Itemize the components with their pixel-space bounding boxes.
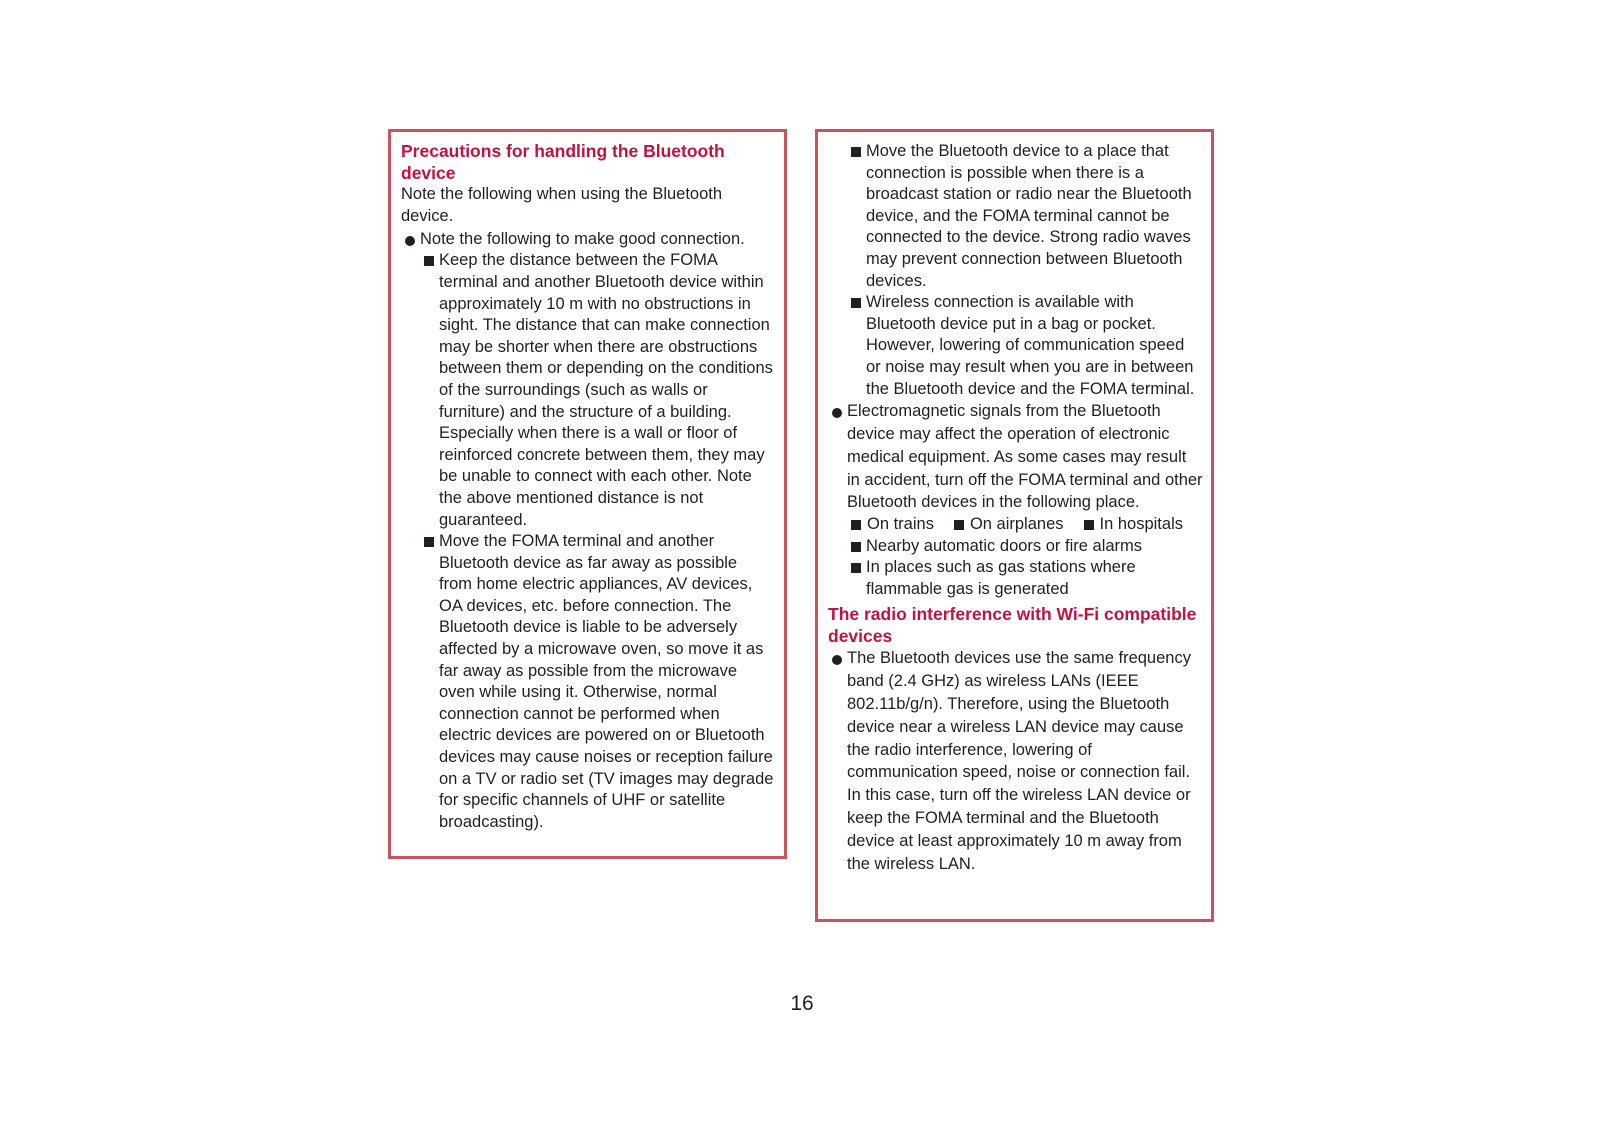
sub-item-text: Move the Bluetooth device to a place that connection is possible when there is a broadcast station or radio near the Bluetooth device, and the FOMA terminal cannot be connected to the device. Strong radio waves may prevent connection between Bluetooth devices. [866, 142, 1192, 290]
bullet-item [828, 400, 1203, 514]
square-bullet-icon [1084, 520, 1094, 530]
place-item [851, 514, 934, 536]
place-item [1084, 514, 1183, 536]
place-text: On trains [867, 515, 934, 534]
page-number: 16 [790, 992, 814, 1015]
sub-item [401, 531, 774, 833]
sub-item [828, 292, 1203, 400]
square-bullet-icon [851, 542, 861, 552]
square-bullet-icon [424, 537, 434, 547]
square-bullet-icon [851, 563, 861, 573]
intro-text: Note the following when using the Bluetooth device. [401, 185, 723, 225]
sub-item-text: Move the FOMA terminal and another Bluetooth device as far away as possible from home electric appliances, AV devices, OA devices, etc. before connection. The Bluetooth device is liable to be adversely affected by a microwave oven, so move it as far away as possible from the microwave oven while using it. Otherwise, normal connection cannot be performed when electric devices are powered on or Bluetooth devices may cause noises or reception failure on a TV or radio set (TV images may degrade for specific channels of UHF or satellite broadcasting). [439, 532, 774, 831]
place-text: In hospitals [1099, 515, 1183, 534]
bullet-dot-icon [405, 236, 415, 246]
precautions-box [388, 129, 787, 859]
sub-item [401, 250, 774, 531]
bullet-item [401, 228, 774, 251]
sub-item-text: Wireless connection is available with Bluetooth device put in a bag or pocket. However, lowering of communication speed or noise may result when you are in between the Bluetooth device and the FOMA terminal. [866, 293, 1195, 398]
place-text: In places such as gas stations where flammable gas is generated [866, 558, 1136, 598]
place-text: On airplanes [969, 515, 1064, 534]
square-bullet-icon [851, 298, 861, 308]
sub-item-text: Keep the distance between the FOMA terminal and another Bluetooth device within approximately 10 m with no obstructions in sight. The distance that can make connection may be shorter when there are obstructions between them or depending on the conditions of the surroundings (such as walls or furniture) and the structure of a building. Especially when there is a wall or floor of reinforced concrete between them, they may be unable to connect with each other. Note the above mentioned distance is not guaranteed. [439, 251, 773, 529]
place-item [954, 514, 1064, 536]
bullet-item [828, 647, 1203, 875]
bullet-text: Note the following to make good connection. [420, 229, 745, 248]
square-bullet-icon [424, 256, 434, 266]
place-text: Nearby automatic doors or fire alarms [866, 536, 1143, 555]
square-bullet-icon [851, 147, 861, 157]
place-list-inline [828, 514, 1203, 536]
place-item [828, 536, 1203, 558]
bullet-text: Electromagnetic signals from the Bluetooth device may affect the operation of electronic medical equipment. As some cases may result in accident, turn off the FOMA terminal and other Bluetooth devices in the following place. [847, 402, 1203, 512]
bullet-dot-icon [832, 408, 842, 418]
square-bullet-icon [851, 520, 861, 530]
precautions-box-continued [815, 129, 1214, 922]
bullet-text: The Bluetooth devices use the same frequency band (2.4 GHz) as wireless LANs (IEEE 802.11b/g/n). Therefore, using the Bluetooth device near a wireless LAN device may cause the radio interference, lowering of communication speed, noise or connection fail. In this case, turn off the wireless LAN device or keep the FOMA terminal and the Bluetooth device at least approximately 10 m away from the wireless LAN. [847, 649, 1191, 873]
section-heading: The radio interference with Wi-Fi compatible devices [828, 604, 1197, 646]
place-item [828, 557, 1203, 600]
bullet-dot-icon [832, 655, 842, 665]
sub-item [828, 141, 1203, 292]
section-heading: Precautions for handling the Bluetooth device [401, 141, 725, 183]
square-bullet-icon [954, 520, 964, 530]
